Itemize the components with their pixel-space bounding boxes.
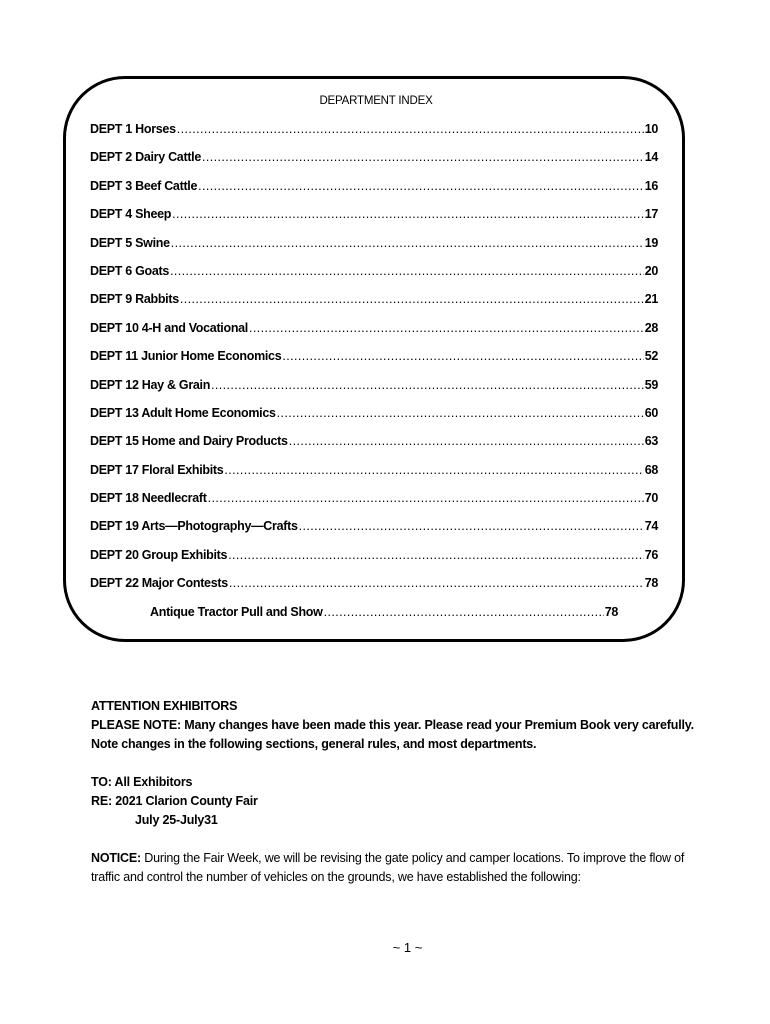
index-entry-name: DEPT 1 Horses <box>90 122 176 136</box>
index-entry-page: 10 <box>644 122 658 136</box>
memo-re: RE: 2021 Clarion County Fair <box>91 794 258 808</box>
index-entry-name: DEPT 5 Swine <box>90 235 170 250</box>
index-entry-name: DEPT 13 Adult Home Economics <box>90 405 276 420</box>
attention-heading: ATTENTION EXHIBITORS <box>91 699 238 713</box>
index-entry-page: 60 <box>644 405 658 420</box>
index-entry-dept-10 <box>90 321 658 349</box>
index-entry-page: 16 <box>644 178 658 193</box>
memo-dates: July 25-July31 <box>135 813 218 827</box>
index-entry-page: 59 <box>644 377 658 392</box>
index-entry-dept-20 <box>90 548 658 576</box>
spacer <box>91 754 711 773</box>
dot-leader <box>228 548 644 562</box>
index-entry-dept-22 <box>90 576 658 604</box>
index-entry-page: 14 <box>644 150 658 165</box>
index-entry-dept-15 <box>90 434 658 462</box>
dot-leader <box>282 349 643 363</box>
spacer <box>91 830 711 849</box>
exhibitor-notice-section <box>91 697 711 887</box>
dot-leader <box>170 264 644 278</box>
index-entry-name: DEPT 12 Hay & Grain <box>90 377 211 392</box>
index-entry-page: 19 <box>644 235 658 250</box>
index-entry-name: DEPT 15 Home and Dairy Products <box>90 434 288 449</box>
dot-leader <box>324 605 604 619</box>
notice-paragraph <box>91 849 711 887</box>
index-entry-page: 21 <box>644 292 658 307</box>
index-entry-name: DEPT 2 Dairy Cattle <box>90 150 202 165</box>
index-entry-name: DEPT 4 Sheep <box>90 207 172 222</box>
index-entry-dept-11 <box>90 349 658 377</box>
index-entry-dept-3 <box>90 179 658 207</box>
index-entry-dept-9 <box>90 292 658 320</box>
index-entry-name: DEPT 17 Floral Exhibits <box>90 462 224 477</box>
index-entry-dept-19 <box>90 519 658 547</box>
index-entry-page: 28 <box>644 320 658 335</box>
index-entry-name: DEPT 9 Rabbits <box>90 292 179 307</box>
dot-leader <box>299 519 644 533</box>
index-entry-page: 76 <box>644 547 658 562</box>
index-entry-dept-12 <box>90 378 658 406</box>
dot-leader <box>198 179 644 193</box>
dot-leader <box>289 434 644 448</box>
department-index-title: DEPARTMENT INDEX <box>319 95 433 107</box>
index-sub-entry-page: 78 <box>604 604 618 619</box>
dot-leader <box>211 378 644 392</box>
index-entry-page: 70 <box>644 491 658 506</box>
memo-to: TO: All Exhibitors <box>91 775 193 789</box>
dot-leader <box>171 236 644 250</box>
index-sub-entry <box>90 605 618 633</box>
dot-leader <box>249 321 644 335</box>
index-entry-name: DEPT 11 Junior Home Economics <box>90 349 282 364</box>
dot-leader <box>208 491 644 505</box>
department-index-list <box>90 122 658 633</box>
index-entry-dept-13 <box>90 406 658 434</box>
dot-leader <box>172 207 644 221</box>
page-number: ~ 1 ~ <box>392 940 423 955</box>
dot-leader <box>177 122 644 136</box>
index-entry-name: DEPT 10 4-H and Vocational <box>90 320 248 335</box>
notice-label: NOTICE: <box>91 851 141 865</box>
dot-leader <box>202 150 644 164</box>
index-entry-dept-2 <box>90 150 658 178</box>
index-sub-entry-name: Antique Tractor Pull and Show <box>150 604 323 619</box>
index-entry-name: DEPT 19 Arts—Photography—Crafts <box>90 519 298 534</box>
dot-leader <box>277 406 644 420</box>
index-entry-page: 63 <box>644 434 658 449</box>
index-entry-page: 78 <box>644 576 658 591</box>
index-entry-page: 74 <box>644 519 658 534</box>
index-entry-page: 52 <box>644 349 658 364</box>
index-entry-dept-17 <box>90 463 658 491</box>
index-entry-dept-4 <box>90 207 658 235</box>
index-entry-page: 20 <box>644 263 658 278</box>
index-entry-page: 17 <box>644 207 658 222</box>
dot-leader <box>229 576 644 590</box>
index-entry-name: DEPT 20 Group Exhibits <box>90 547 228 562</box>
index-entry-dept-18 <box>90 491 658 519</box>
index-entry-dept-5 <box>90 236 658 264</box>
index-entry-dept-1 <box>90 122 658 150</box>
index-entry-page: 68 <box>644 462 658 477</box>
index-entry-dept-6 <box>90 264 658 292</box>
index-entry-name: DEPT 3 Beef Cattle <box>90 178 198 193</box>
dot-leader <box>224 463 643 477</box>
index-entry-name: DEPT 22 Major Contests <box>90 576 228 591</box>
notice-text: During the Fair Week, we will be revising the gate policy and camper locations. To improve the flow of traffic and control the number of vehicles on the grounds, we have established the following: <box>91 851 685 884</box>
dot-leader <box>180 292 644 306</box>
index-entry-name: DEPT 6 Goats <box>90 263 170 278</box>
please-note-text: PLEASE NOTE: Many changes have been made this year. Please read your Premium Book very carefully. Note changes in the following sections, general rules, and most departments. <box>91 718 694 751</box>
index-entry-name: DEPT 18 Needlecraft <box>90 491 207 506</box>
